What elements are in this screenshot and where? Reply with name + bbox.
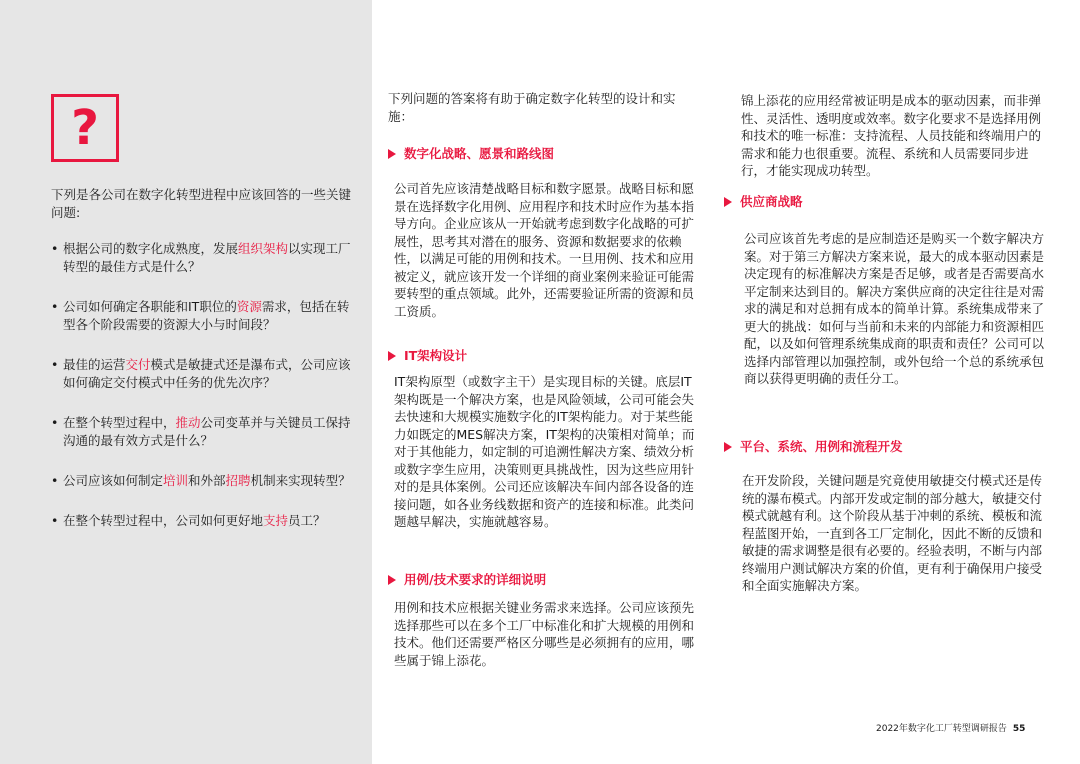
page-footer: [876, 722, 1025, 736]
keyword-highlight: 推动: [175, 415, 201, 430]
section-heading: 用例/技术要求的详细说明: [388, 571, 700, 589]
keyword-highlight: 培训: [163, 473, 189, 488]
section-body: 公司应该首先考虑的是应制造还是购买一个数字解决方案。对于第三方解决方案来说，最大的成本驱动因素是决定现有的标准解决方案是否足够，或者是否需要高水平定制来达到目的。解决方案供应商的决定往往是对需求的满足和对总拥有成本的简单计算。系统集成带来了更大的挑战：如何与当前和未来的内部能力和资源相匹配，以及如何管理系统集成商的职责和责任？公司可以选择内部管理以加强控制，或外包给一个总的系统承包商以获得更明确的责任分工。: [744, 231, 1045, 386]
sidebar-intro: 下列是各公司在数字化转型进程中应该回答的一些关键问题:: [51, 187, 352, 220]
section-body: IT架构原型（或数字主干）是实现目标的关键。底层IT架构既是一个解决方案，也是风险领域，公司可能会失去快速和大规模实施数字化的IT架构能力。对于某些能力如既定的MES解决方案，IT架构的决策相对简单；而对于其他能力，如定制的可追溯性解决方案、绩效分析或数字孪生应用，决策则更具挑战性，因为这些应用针对的是具体案例。公司还应该解决车间内部各设备的连接问题，如各业务线数据和资产的连接和标准。此类问题越早解决，实施就越容易。: [394, 374, 695, 529]
keyword-highlight: 组织架构: [238, 241, 289, 256]
section-body: 用例和技术应根据关键业务需求来选择。公司应该预先选择那些可以在多个工厂中标准化和扩大规模的用例和技术。他们还需要严格区分哪些是必须拥有的应用，哪些属于锦上添花。: [394, 600, 695, 668]
section-heading: IT架构设计: [388, 347, 700, 365]
page-number: 55: [1012, 724, 1026, 734]
col3-intro: 锦上添花的应用经常被证明是成本的驱动因素，而非弹性、灵活性、透明度或效率。数字化要求不是选择用例和技术的唯一标准：支持流程、人员技能和终端用户的需求和能力也很重要。流程、系统和人员需要同步进行，才能实现成功转型。: [741, 93, 1042, 178]
question-item: • 公司如何确定各职能和IT职位的资源需求，包括在转型各个阶段需要的资源大小与时间段？: [51, 298, 361, 334]
keyword-highlight: 支持: [263, 513, 289, 528]
section-heading: 数字化战略、愿景和路线图: [388, 145, 700, 163]
question-item: • 根据公司的数字化成熟度，发展组织架构以实现工厂转型的最佳方式是什么？: [51, 240, 361, 276]
keyword-highlight: 交付: [125, 357, 151, 372]
triangle-arrow-icon: [388, 149, 396, 159]
triangle-arrow-icon: [724, 197, 732, 207]
question-item: • 在整个转型过程中，公司如何更好地支持员工？: [51, 512, 361, 530]
question-list: [51, 240, 361, 552]
col2-intro: 下列问题的答案将有助于确定数字化转型的设计和实施：: [388, 91, 676, 124]
section-heading: 供应商战略: [724, 193, 1049, 211]
question-item: • 最佳的运营交付模式是敏捷式还是瀑布式，公司应该如何确定交付模式中任务的优先次序？: [51, 356, 361, 392]
question-item: • 公司应该如何制定培训和外部招聘机制来实现转型？: [51, 472, 361, 490]
keyword-highlight: 资源: [236, 299, 262, 314]
keyword-highlight: 招聘: [225, 473, 251, 488]
question-item: • 在整个转型过程中，推动公司变革并与关键员工保持沟通的最有效方式是什么？: [51, 414, 361, 450]
section-body: 在开发阶段，关键问题是究竟使用敏捷交付模式还是传统的瀑布模式。内部开发或定制的部分越大，敏捷交付模式就越有利。这个阶段从基于冲刺的系统、模板和流程蓝图开始，一直到各工厂定制化，因此不断的反馈和敏捷的需求调整是很有必要的。经验表明，不断与内部终端用户测试解决方案的价值，更有利于确保用户接受和全面实施解决方案。: [742, 473, 1043, 593]
section-heading: 平台、系统、用例和流程开发: [724, 438, 1049, 456]
question-mark-icon: ?: [51, 94, 119, 162]
triangle-arrow-icon: [388, 575, 396, 585]
triangle-arrow-icon: [388, 351, 396, 361]
triangle-arrow-icon: [724, 442, 732, 452]
report-title: 2022年数字化工厂转型调研报告: [876, 724, 1007, 734]
section-body: 公司首先应该清楚战略目标和数字愿景。战略目标和愿景在选择数字化用例、应用程序和技术时应作为基本指导方向。企业应该从一开始就考虑到数字化战略的可扩展性，思考其对潜在的服务、资源和数据要求的依赖性，以满足可能的用例和技术。一旦用例、技术和应用被定义，就应该开发一个详细的商业案例来验证可能需要转型的重点领域。此外，还需要验证所需的资源和员工资质。: [394, 181, 695, 319]
